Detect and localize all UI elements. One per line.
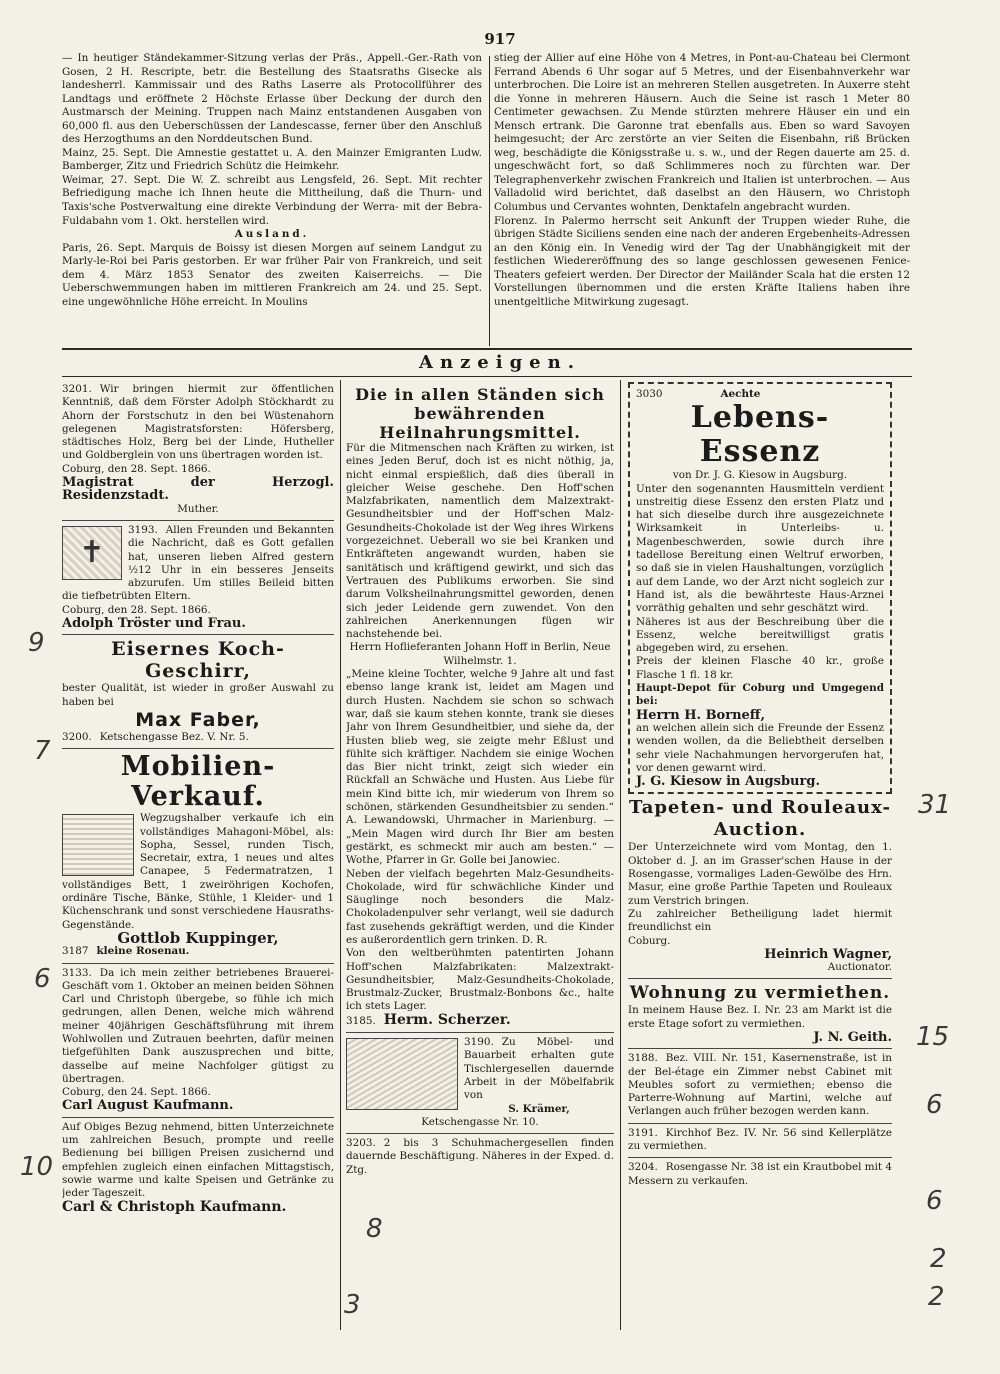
- ad-address: Ketschengasse Nr. 10.: [421, 1115, 539, 1128]
- ad-headline: Die in allen Ständen sich bewährenden Heilnahrungsmittel.: [355, 385, 605, 442]
- ad-3030: [628, 382, 892, 794]
- ad-number: 3203.: [346, 1137, 376, 1150]
- ad-text: 2 bis 3 Schuhmachergesellen finden dauernde Beschäftigung. Näheres in der Exped. d. Ztg.: [346, 1137, 614, 1176]
- news-column-right: [494, 52, 910, 347]
- ad-text: Kirchhof Bez. IV. Nr. 56 sind Kellerplätze zu vermiethen.: [628, 1126, 892, 1153]
- news-paragraph: Weimar, 27. Sept. Die W. Z. schreibt aus Lengsfeld, 26. Sept. Mit rechter Befriedigung mache ich Ihnen heute die Mittheilung, daß die Thurn- und Taxis'sche Postverwaltung eine direkte Verbindung der Werra- mit der Bebra-Fuldabahn vom 1. Okt. herstellen wird.: [62, 173, 482, 227]
- ad-wohnung: [628, 979, 892, 1049]
- ad-depot-name: Herrn H. Borneff,: [636, 707, 765, 723]
- ads-column-1: [62, 380, 334, 1336]
- ad-number: 3200.: [62, 730, 92, 743]
- ad-text: Da ich mein zeither betriebenes Brauerei-Geschäft vom 1. Oktober an meinen beiden Söhnen Carl und Christoph übergebe, so fühle ich mich gedrungen, allen Denen, welche mich während meiner 40jährigen Geschäftsführung mit ihrem Wohlwollen und Zutrauen beehrten, dafür meinen tiefgefühlten Dank auszusprechen und bitte, dasselbe auf meine Nachfolger gütigst zu übertragen.: [62, 966, 334, 1085]
- ad-3201: [62, 380, 334, 521]
- pencil-mark: 6: [926, 1186, 943, 1216]
- ad-number: 3201.: [62, 383, 92, 395]
- ad-signature: J. N. Geith.: [813, 1029, 892, 1045]
- ad-address: kleine Rosenau.: [96, 945, 190, 958]
- ad-text: Bez. VIII. Nr. 151, Kasernenstraße, ist in der Bel-étage ein Zimmer nebst Cabinet mit Meubles sofort zu vermiethen; ebenso die Parterre-Wohnung auf Martini, welche auf Verlangen auch früher bezogen werden kann.: [628, 1052, 892, 1118]
- ad-text: Zu Möbel- und Bauarbeit erhalten gute Tischlergesellen dauernde Arbeit in der Möbelfabrik von: [464, 1036, 614, 1102]
- anzeigen-heading: Anzeigen.: [419, 352, 581, 373]
- ad-headline: Wohnung zu vermiethen.: [629, 983, 891, 1004]
- ad-3187: [62, 749, 334, 963]
- ad-number: 3193.: [128, 523, 158, 536]
- ad-depot: Haupt-Depot für Coburg und Umgegend bei:: [636, 682, 884, 708]
- pencil-mark: 6: [34, 964, 51, 994]
- ad-text: In meinem Hause Bez. I. Nr. 23 am Markt ist die erste Etage sofort zu vermiethen.: [628, 1004, 892, 1030]
- ad-merchant: Gottlob Kuppinger,: [117, 928, 279, 947]
- ad-3200: [62, 635, 334, 749]
- ad-number: 3204.: [628, 1161, 658, 1174]
- ad-3203: [346, 1134, 614, 1181]
- ad-text: Näheres ist aus der Beschreibung über die Essenz, welche bereitwilligst gratis abgegeben wird, zu ersehen.: [636, 615, 884, 655]
- pencil-mark: 2: [928, 1282, 945, 1312]
- ads-column-3: [628, 382, 892, 1336]
- ad-name: Muther.: [177, 502, 219, 515]
- ad-place: Coburg.: [628, 934, 671, 947]
- ad-3204: [628, 1158, 892, 1192]
- news-paragraph: Florenz. In Palermo herrscht seit Ankunft der Truppen wieder Ruhe, die übrigen Städte Siciliens senden eine nach der anderen Ergebenheits-Adressen an den König ein. In Venedig wird der Tag der Unabhängigkeit mit der festlichen Wiedereröffnung des so lange geschlossen gewesenen Fenice-Theaters gefeiert werden. Der Director der Mailänder Scala hat die ersten 12 Vorstellungen übernommen und die ersten Kräfte Italiens haben ihre unentgeltliche Mitwirkung zugesagt.: [494, 214, 910, 308]
- ad-place-date: Coburg, den 24. Sept. 1866.: [62, 1086, 211, 1099]
- ad-headline: Tapeten- und Rouleaux-Auction.: [629, 797, 891, 841]
- ad-signature: Heinrich Wagner,: [764, 946, 892, 962]
- ad-number: 3190.: [464, 1036, 494, 1049]
- ad-signature: Carl & Christoph Kaufmann.: [62, 1198, 287, 1215]
- ad-merchant: Max Faber,: [135, 708, 261, 731]
- ad-number: 3188.: [628, 1052, 658, 1065]
- ad-kicker: Aechte: [720, 388, 761, 400]
- page-number: 917: [484, 30, 516, 48]
- ad-hoff: [346, 382, 614, 1033]
- ad-signature: J. G. Kiesow in Augsburg.: [636, 774, 820, 790]
- column-rule: [620, 380, 621, 1330]
- ad-text: bester Qualität, ist wieder in großer Auswahl zu haben bei: [62, 682, 334, 708]
- ad-text: „Meine kleine Tochter, welche 9 Jahre alt und fast ebenso lange krank ist, leidet am Magen und durch Husten. Nachdem sie schon so schwach war, daß sie kaum stehen konnte, trank sie dieses Jahr von Ihrem Gesundheitbier, und siehe da, der Husten blieb weg, sie zeigte mehr Eßlust und fühlte sich kräftiger. Nachdem sie einige Wochen das Bier nicht trinkt, zeigt sich wieder ein Rückfall an Schwäche und Husten. Aus Liebe für mein Kind bitte ich, mir wiederum von Ihrem so schönen, stärkenden Gesundheitsbier zu senden.“ A. Lewandowski, Uhrmacher in Marienburg. — „Mein Magen wird durch Ihr Bier am besten gestärkt, es schmeckt mir auch am besten.“ — Wothe, Pfarrer in Gr. Golle bei Janowiec.: [346, 668, 614, 867]
- pencil-mark: 8: [366, 1214, 383, 1244]
- news-paragraph: Mainz, 25. Sept. Die Amnestie gestattet u. A. den Mainzer Emigranten Ludw. Bamberger, Zitz und Friedrich Schütz die Heimkehr.: [62, 146, 482, 173]
- ad-text: Allen Freunden und Bekannten die Nachricht, daß es Gott gefallen hat, unseren lieben Alfred gestern ½12 Uhr in ein besseres Jenseits abzurufen. Um stilles Beileid bitten die tiefbetrübten Eltern.: [62, 523, 334, 603]
- pencil-mark: 10: [20, 1152, 54, 1182]
- pencil-mark: 15: [916, 1022, 950, 1052]
- ad-signature: Magistrat der Herzogl. Residenzstadt.: [62, 475, 334, 504]
- ad-signature: Carl August Kaufmann.: [62, 1098, 234, 1114]
- news-paragraph: — In heutiger Ständekammer-Sitzung verlas der Präs., Appell.-Ger.-Rath von Gosen, 2 H. Rescripte, betr. die Bestellung des Staatsraths Gisecke als landesherrl. Kammissair und des Raths Laserre als Protocollführer des Landtags und eröffnete 2 Höchste Erlasse über Deckung der durch den Austmarsch der Meining. Truppen nach Mainz entstandenen Ausgaben von 60,000 fl. aus den Ueberschüssen der Landescasse, ferner über den Anschluß des Herzogthums an den Norddeutschen Bund.: [62, 52, 482, 146]
- news-column-left: [62, 52, 482, 347]
- ad-headline: Eisernes Koch-Geschirr,: [111, 638, 285, 683]
- column-rule: [489, 56, 490, 346]
- ads-column-2: [346, 382, 614, 1336]
- ad-address: Ketschengasse Bez. V. Nr. 5.: [99, 730, 249, 743]
- ad-3188: [628, 1049, 892, 1123]
- ad-3133: [62, 964, 334, 1118]
- ad-text: Wir bringen hiermit zur öffentlichen Kenntniß, daß dem Förster Adolph Stöckhardt zu Ahorn der Forstschutz in den bei Wüstenahorn gelegenen Magistratsforsten: Höfersberg, städtisches Holz, Berg bei der Linde, Hutheller und Goldberglein von uns übertragen worden ist.: [62, 383, 334, 462]
- pencil-mark: 7: [34, 736, 51, 766]
- ad-signature: Adolph Tröster und Frau.: [62, 616, 246, 632]
- ad-3190: [346, 1033, 614, 1134]
- sofa-icon: [62, 814, 134, 876]
- ad-byline: von Dr. J. G. Kiesow in Augsburg.: [672, 469, 848, 482]
- ad-text: Unter den sogenannten Hausmitteln verdient unstreitig diese Essenz den ersten Platz und hat sich dieselbe durch ihre ausgezeichnete Wirksamkeit in Unterleibs- u. Magenbeschwerden, sowie durch ihre tadellose Bereitung einen Weltruf erworben, so daß sie in vielen Haushaltungen, vorzüglich auf dem Lande, wo der Arzt nicht sogleich zur Hand ist, als die bewährteste Haus-Arznei vorräthig gehalten und sehr geschätzt wird.: [636, 482, 884, 615]
- ad-merchant: S. Krämer,: [508, 1102, 570, 1115]
- ad-number: 3133.: [62, 966, 92, 979]
- pencil-mark: 6: [926, 1090, 943, 1120]
- ad-text: Neben der vielfach begehrten Malz-Gesundheits-Chokolade, wird für schwächliche Kinder und Säuglinge noch besonders die Malz-Chokoladenpulver sehr verlangt, weil sie dadurch fast zusehends gekräftigt werden, und die Kinder es außerordentlich gern trinken. D. R.: [346, 867, 614, 946]
- ad-text: Zu zahlreicher Betheiligung ladet hiermit freundlichst ein: [628, 907, 892, 934]
- pencil-mark: 3: [344, 1290, 361, 1320]
- ad-role: Auctionator.: [827, 961, 892, 974]
- carpenter-icon: [346, 1038, 458, 1110]
- ad-text: Von den weltberühmten patentirten Johann Hoff'schen Malzfabrikaten: Malzextrakt-Gesundheitsbier, Malz-Gesundheits-Chokolade, Brustmalz-Zucker, Brustmalz-Bonbons &c., halte ich stets Lager.: [346, 947, 614, 1013]
- wreath-cross-icon: ✝: [62, 526, 122, 580]
- ad-place-date: Coburg, den 28. Sept. 1866.: [62, 603, 211, 616]
- pencil-mark: 31: [918, 790, 952, 820]
- ad-signature: Herm. Scherzer.: [383, 1011, 511, 1028]
- ad-kaufmann: [62, 1118, 334, 1218]
- ad-number: 3030: [636, 388, 663, 400]
- ad-number: 3191.: [628, 1126, 658, 1139]
- section-divider: [62, 376, 912, 377]
- ad-number: 3185.: [346, 1014, 376, 1027]
- ad-text: Auf Obiges Bezug nehmend, bitten Unterzeichnete um zahlreichen Besuch, prompte und reelle Bedienung bei billigen Preisen zusichernd und empfehlen zugleich einen einfachen Mittagstisch, sowie warme und kalte Speisen und Getränke zu jeder Tageszeit.: [62, 1120, 334, 1200]
- pencil-mark: 2: [930, 1244, 947, 1274]
- ad-text: Der Unterzeichnete wird vom Montag, den 1. Oktober d. J. an im Grasser'schen Hause in der Rosengasse, vormaliges Laden-Gewölbe des Hrn. Masur, eine große Parthie Tapeten und Rouleaux zum Verstrich bringen.: [628, 841, 892, 907]
- ad-text: Wegzugshalber verkaufe ich ein vollständiges Mahagoni-Möbel, als: Sopha, Sessel, runden Tisch, Secretair, extra, 1 neues und altes Canapee, 5 Federmatratzen, 1 vollständiges Bett, 1 zweiröhrigen Kochofen, ordinäre Tische, Bänke, Stühle, 1 Kleider- und 1 Küchenschrank und sonst verschiedene Hausraths-Gegenstände.: [62, 812, 334, 931]
- ad-headline: Lebens-Essenz: [690, 400, 830, 470]
- column-rule: [340, 380, 341, 1330]
- ad-number: 3187: [62, 945, 89, 958]
- ad-auction: [628, 794, 892, 979]
- section-divider: [62, 348, 912, 350]
- ad-addressee: Herrn Hoflieferanten Johann Hoff in Berlin, Neue Wilhelmstr. 1.: [349, 641, 611, 667]
- ad-place-date: Coburg, den 28. Sept. 1866.: [62, 462, 211, 475]
- ad-headline: Mobilien-Verkauf.: [120, 751, 276, 813]
- ad-price: Preis der kleinen Flasche 40 kr., große Flasche 1 fl. 18 kr.: [636, 655, 884, 681]
- pencil-mark: 9: [28, 628, 45, 658]
- ad-3191: [628, 1124, 892, 1159]
- ad-text: Rosengasse Nr. 38 ist ein Krautbobel mit 4 Messern zu verkaufen.: [628, 1161, 892, 1187]
- ad-text: Für die Mitmenschen nach Kräften zu wirken, ist eines Jeden Beruf, doch ist es nicht nöthig, ja, nicht einmal erspießlich, daß dies überall in gleicher Weise geschehe. Den Hoff'schen Malzfabrikaten, namentlich dem Malzextrakt-Gesundheitsbier und der Hoff'schen Malz-Gesundheits-Chokolade ist der Weg ihres Wirkens vorgezeichnet. Ueberall wo sie bei Kranken und Entkräfteten angewandt wurden, haben sie sanitätisch und kräftigend gewirkt, und sich das Vertrauen des Publikums erworben. Sie sind darum Volksheilnahrungsmittel geworden, denen sich jeder Leidende gern zuwendet. Von den zahlreichen Anerkennungen fügen wir nachstehende bei.: [346, 442, 614, 641]
- ad-3193: [62, 521, 334, 635]
- ad-text: an welchen allein sich die Freunde der Essenz wenden wollen, da die Beliebtheit derselben sehr viele Nachahmungen hervorgerufen hat, vor denen gewarnt wird.: [636, 721, 884, 774]
- news-paragraph: Paris, 26. Sept. Marquis de Boissy ist diesen Morgen auf seinem Landgut zu Marly-le-Roi bei Paris gestorben. Er war früher Pair von Frankreich, und seit dem 4. März 1853 Senator des zweiten Kaiserreichs. — Die Ueberschwemmungen haben im mittleren Frankreich am 24. und 25. Sept. eine ungewöhnliche Höhe erreicht. In Moulins: [62, 241, 482, 308]
- news-paragraph: stieg der Allier auf eine Höhe von 4 Metres, in Pont-au-Chateau bei Clermont Ferrand Abends 6 Uhr sogar auf 5 Metres, und der Eisenbahnverkehr war unterbrochen. Die Loire ist an mehreren Stellen ausgetreten. In Auxerre steht die Yonne in mehreren Häusern. Auch die Seine ist rasch 1 Meter 80 Centimeter gewachsen. Zu Mende stürzten mehrere Häuser ein und ein Mensch ertrank. Die Garonne trat ebenfalls aus. Eben so ward Savoyen heimgesucht; der Arc zerstörte an vier Seiten die Eisenbahn, riß Brücken weg, beschädigte die Königsstraße u. s. w., und der Regen dauerte am 25. d. ungeschwächt fort, so daß Schlimmeres noch zu fürchten war. Der Telegraphenverkehr zwischen Frankreich und Italien ist unterbrochen. — Aus Valladolid wird berichtet, daß daselbst an den Häusern, wo Christoph Columbus und Cervantes wohnten, Denktafeln angebracht wurden.: [494, 52, 910, 214]
- news-section-heading: Ausland.: [234, 228, 310, 241]
